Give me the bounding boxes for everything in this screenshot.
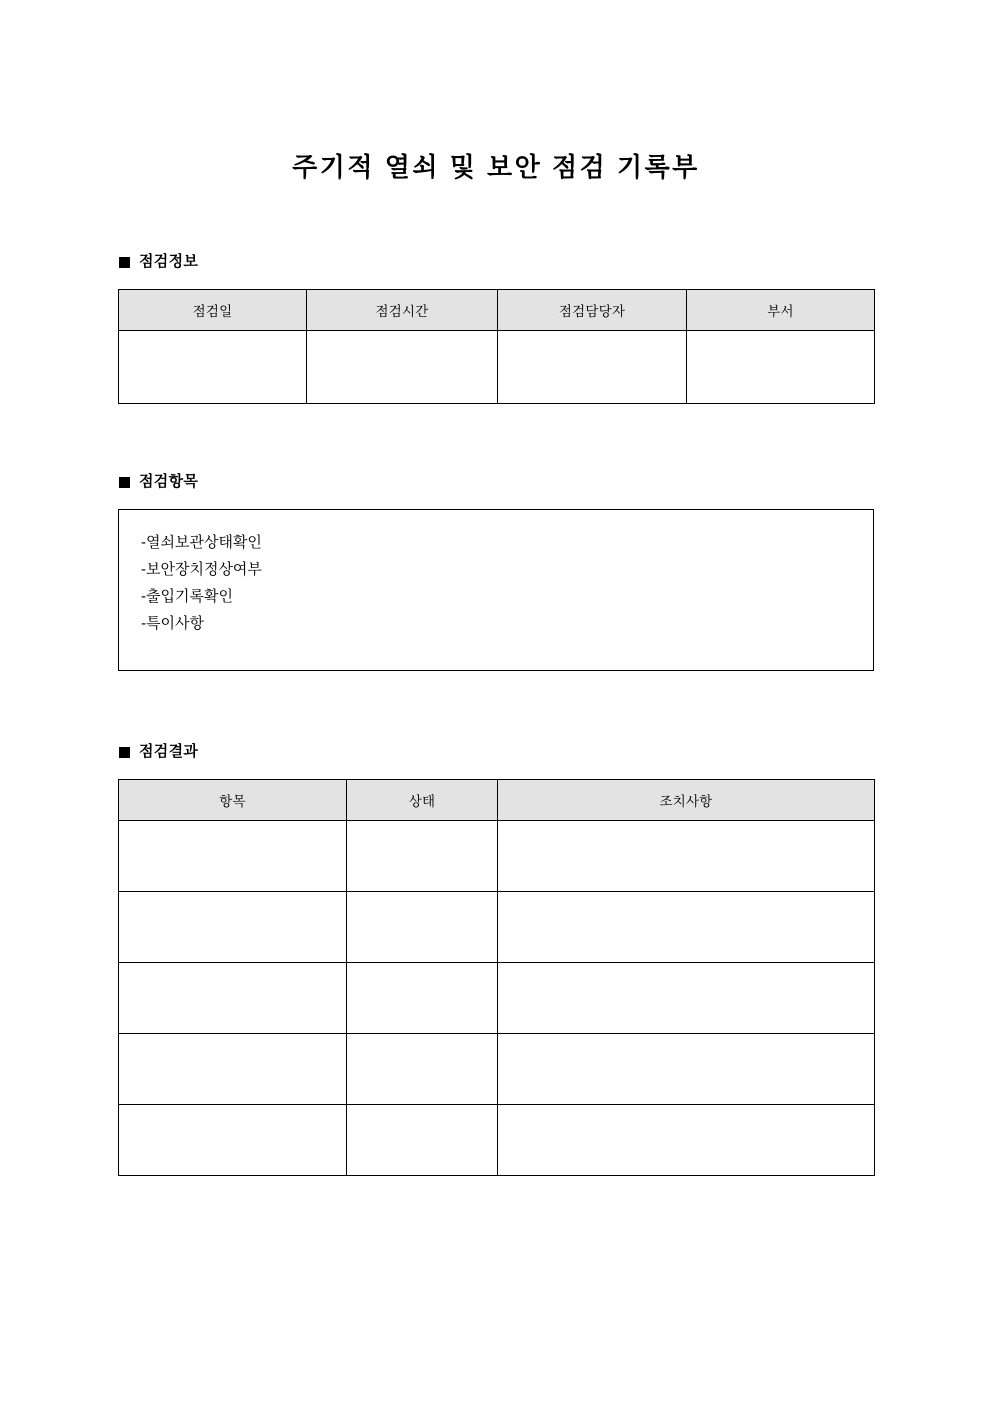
bullet-square-icon xyxy=(119,747,130,758)
cell-status[interactable] xyxy=(347,1034,498,1105)
cell-inspection-date[interactable] xyxy=(119,331,307,404)
bullet-square-icon xyxy=(119,477,130,488)
table-header-row xyxy=(119,290,875,331)
cell-inspection-time[interactable] xyxy=(307,331,498,404)
column-header-action: 조치사항 xyxy=(498,780,875,821)
section-heading-inspection-result xyxy=(119,742,198,762)
cell-status[interactable] xyxy=(347,963,498,1034)
section-heading-label: 점검항목 xyxy=(139,473,199,490)
column-header-item: 항목 xyxy=(119,780,347,821)
list-item: -열쇠보관상태확인 xyxy=(141,534,262,551)
list-item: -보안장치정상여부 xyxy=(141,561,262,578)
cell-item[interactable] xyxy=(119,1105,347,1176)
bullet-square-icon xyxy=(119,257,130,268)
section-heading-label: 점검정보 xyxy=(139,253,199,270)
column-header-department: 부서 xyxy=(687,290,875,331)
inspection-info-table xyxy=(118,289,875,404)
list-item: -출입기록확인 xyxy=(141,588,233,605)
inspection-result-table xyxy=(118,779,875,1176)
cell-action[interactable] xyxy=(498,821,875,892)
cell-status[interactable] xyxy=(347,821,498,892)
cell-action[interactable] xyxy=(498,1105,875,1176)
section-heading-inspection-items xyxy=(119,472,198,492)
inspection-items-list xyxy=(119,510,873,637)
cell-department[interactable] xyxy=(687,331,875,404)
cell-action[interactable] xyxy=(498,1034,875,1105)
table-row xyxy=(119,821,875,892)
table-row xyxy=(119,892,875,963)
column-header-status: 상태 xyxy=(347,780,498,821)
cell-action[interactable] xyxy=(498,892,875,963)
column-header-inspection-date: 점검일 xyxy=(119,290,307,331)
table-row xyxy=(119,1105,875,1176)
list-item: -특이사항 xyxy=(141,615,204,632)
table-row xyxy=(119,331,875,404)
cell-item[interactable] xyxy=(119,821,347,892)
table-row xyxy=(119,963,875,1034)
cell-action[interactable] xyxy=(498,963,875,1034)
cell-item[interactable] xyxy=(119,1034,347,1105)
cell-inspector[interactable] xyxy=(498,331,687,404)
table-header-row xyxy=(119,780,875,821)
cell-item[interactable] xyxy=(119,963,347,1034)
table-row xyxy=(119,1034,875,1105)
column-header-inspector: 점검담당자 xyxy=(498,290,687,331)
cell-item[interactable] xyxy=(119,892,347,963)
section-heading-inspection-info xyxy=(119,252,198,272)
section-heading-label: 점검결과 xyxy=(139,743,199,760)
page-title: 주기적 열쇠 및 보안 점검 기록부 xyxy=(292,152,700,183)
cell-status[interactable] xyxy=(347,892,498,963)
inspection-items-box xyxy=(118,509,874,671)
column-header-inspection-time: 점검시간 xyxy=(307,290,498,331)
cell-status[interactable] xyxy=(347,1105,498,1176)
